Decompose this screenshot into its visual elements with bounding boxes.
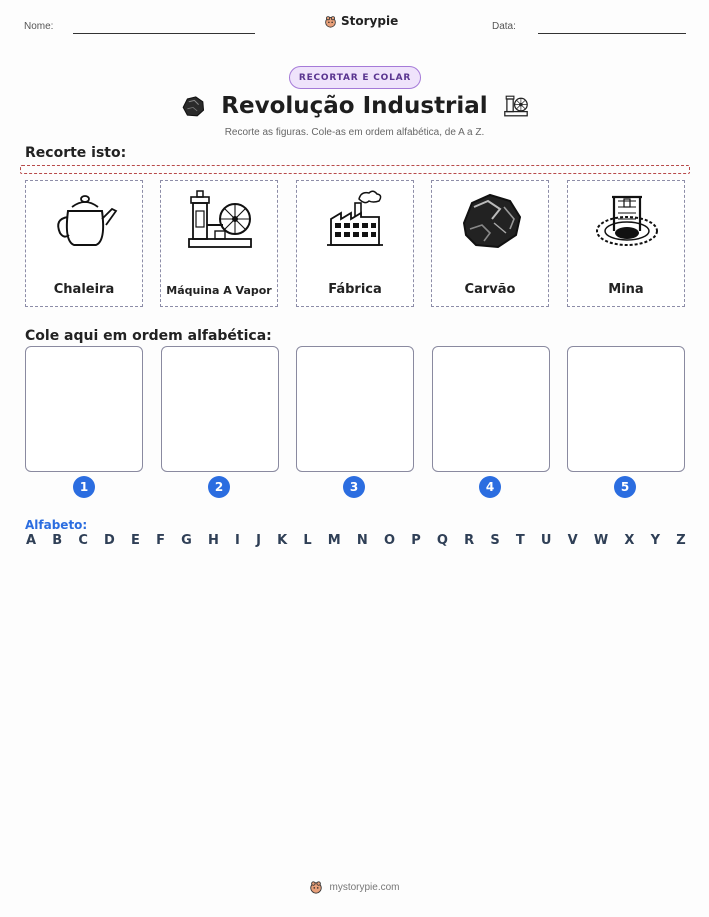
alphabet-letter: I xyxy=(235,533,240,548)
cut-dashed-line xyxy=(20,165,690,174)
steam-engine-icon xyxy=(185,189,255,251)
alphabet-letter: Q xyxy=(436,533,448,548)
alphabet-letter: N xyxy=(356,533,368,548)
paste-box-2[interactable] xyxy=(161,346,279,472)
title-row xyxy=(0,92,709,120)
name-label: Nome: xyxy=(24,21,54,32)
steam-engine-icon xyxy=(502,92,530,120)
page-title: Revolução Industrial xyxy=(221,93,488,119)
alphabet-letter: H xyxy=(207,533,219,548)
cut-card-chaleira[interactable] xyxy=(25,180,143,307)
activity-badge: RECORTAR E COLAR xyxy=(289,66,421,89)
paste-box-1[interactable] xyxy=(25,346,143,472)
alphabet-letter: A xyxy=(26,533,37,548)
brand-logo xyxy=(324,14,398,28)
alphabet-letter: B xyxy=(52,533,63,548)
coal-icon xyxy=(179,92,207,120)
mine-icon xyxy=(592,189,662,251)
number-badge: 2 xyxy=(208,476,230,498)
alphabet-letter: Z xyxy=(676,533,686,548)
alphabet-label: Alfabeto: xyxy=(25,518,88,532)
alphabet-letter: W xyxy=(593,533,609,548)
alphabet-letter: Y xyxy=(650,533,661,548)
cut-card-maquina-a-vapor[interactable] xyxy=(160,180,278,307)
number-badge: 4 xyxy=(479,476,501,498)
date-line[interactable] xyxy=(538,33,686,34)
alphabet-letter: F xyxy=(156,533,165,548)
alphabet-letter: U xyxy=(540,533,552,548)
alphabet-letter: K xyxy=(277,533,288,548)
instructions: Recorte as figuras. Cole-as em ordem alfabética, de A a Z. xyxy=(224,127,485,138)
footer-url[interactable]: mystorypie.com xyxy=(329,881,400,893)
alphabet-letter: J xyxy=(256,533,261,548)
alphabet-letter: L xyxy=(303,533,312,548)
kettle-icon xyxy=(50,189,120,251)
card-label: Fábrica xyxy=(328,282,382,297)
number-badge: 1 xyxy=(73,476,95,498)
paste-box-3[interactable] xyxy=(296,346,414,472)
alphabet-row xyxy=(26,533,686,548)
paste-section-label: Cole aqui em ordem alfabética: xyxy=(25,328,272,344)
card-label: Chaleira xyxy=(53,282,115,297)
storypie-logo-icon xyxy=(309,880,323,894)
card-label: Mina xyxy=(608,282,644,297)
footer xyxy=(0,880,709,894)
card-label: Máquina A Vapor xyxy=(166,284,272,297)
cut-card-mina[interactable] xyxy=(567,180,685,307)
alphabet-letter: G xyxy=(181,533,192,548)
alphabet-letter: D xyxy=(104,533,115,548)
date-label: Data: xyxy=(492,21,516,32)
cut-section-label: Recorte isto: xyxy=(25,145,127,161)
alphabet-letter: M xyxy=(327,533,341,548)
number-badge: 3 xyxy=(343,476,365,498)
alphabet-letter: E xyxy=(131,533,140,548)
number-badge: 5 xyxy=(614,476,636,498)
cut-card-carvao[interactable] xyxy=(431,180,549,307)
paste-box-4[interactable] xyxy=(432,346,550,472)
alphabet-letter: T xyxy=(515,533,525,548)
brand-name: Storypie xyxy=(341,14,399,28)
alphabet-letter: C xyxy=(78,533,88,548)
factory-icon xyxy=(321,189,391,251)
alphabet-letter: R xyxy=(464,533,475,548)
name-line[interactable] xyxy=(73,33,255,34)
paste-box-5[interactable] xyxy=(567,346,685,472)
coal-icon xyxy=(456,189,526,251)
storypie-logo-icon xyxy=(324,15,337,28)
cut-card-fabrica[interactable] xyxy=(296,180,414,307)
alphabet-letter: V xyxy=(567,533,578,548)
alphabet-letter: P xyxy=(411,533,421,548)
alphabet-letter: S xyxy=(490,533,500,548)
alphabet-letter: X xyxy=(624,533,635,548)
alphabet-letter: O xyxy=(383,533,396,548)
card-label: Carvão xyxy=(464,282,516,297)
